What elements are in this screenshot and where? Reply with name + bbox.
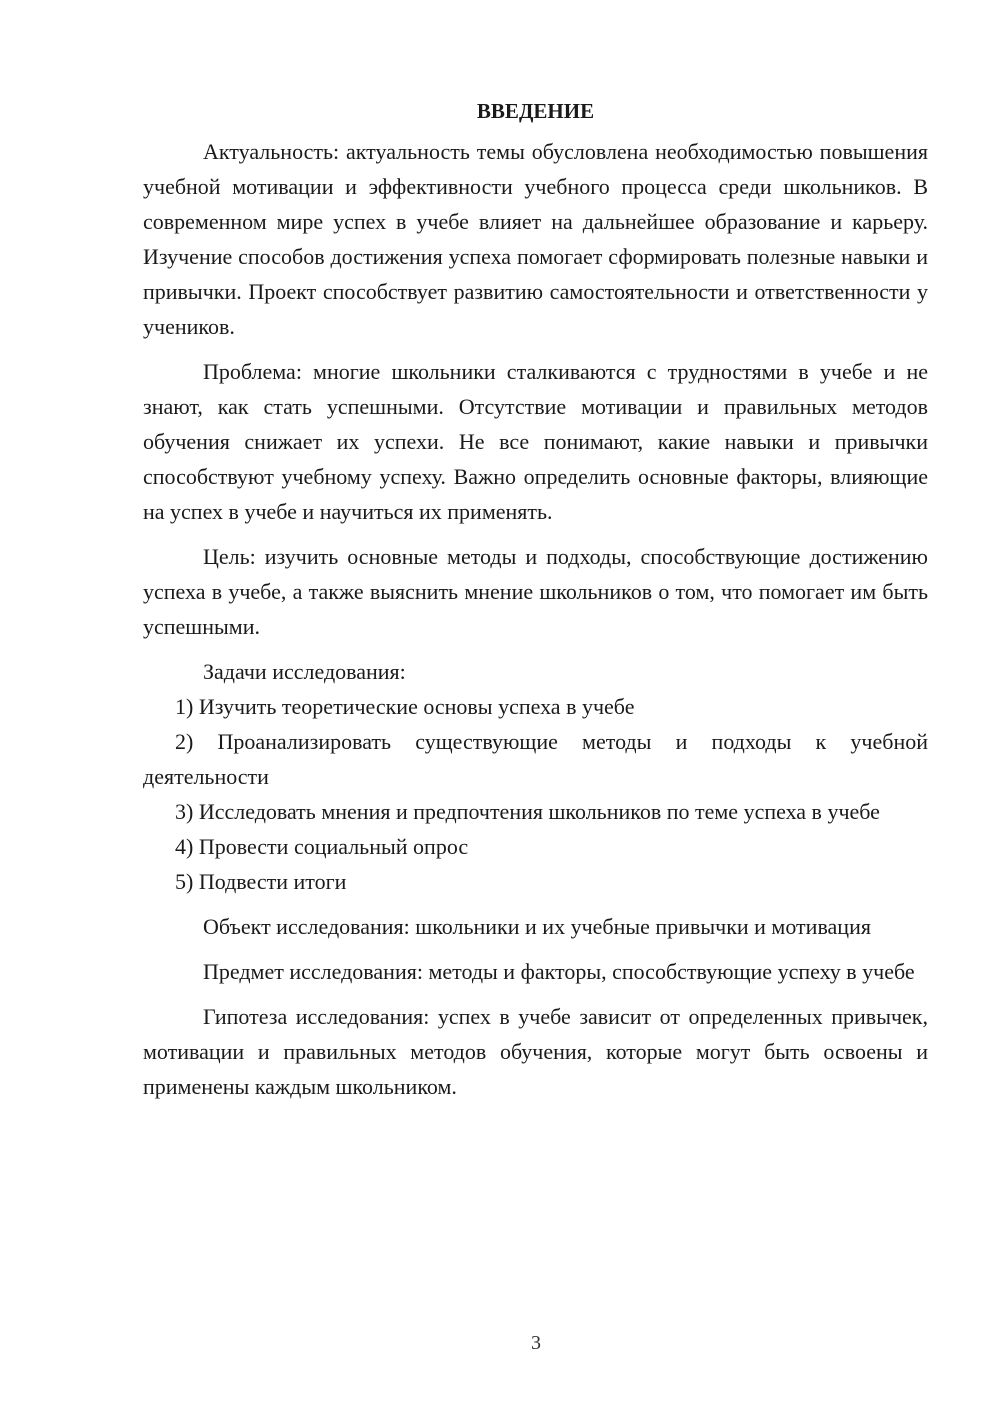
task-item-5: 5) Подвести итоги <box>175 869 347 894</box>
page-content <box>143 94 928 1104</box>
paragraph-subject: Предмет исследования: методы и факторы, способствующие успеху в учебе <box>203 959 915 984</box>
task-item-4: 4) Провести социальный опрос <box>175 834 469 859</box>
task-item-1: 1) Изучить теоретические основы успеха в учебе <box>175 694 635 719</box>
paragraph-hypothesis: Гипотеза исследования: успех в учебе зависит от определенных привычек, мотивации и правильных методов обучения, которые могут быть освоены и применены каждым школьником. <box>143 1004 928 1099</box>
paragraph-object: Объект исследования: школьники и их учебные привычки и мотивация <box>203 914 871 939</box>
paragraph-goal: Цель: изучить основные методы и подходы, способствующие достижению успеха в учебе, а также выяснить мнение школьников о том, что помогает им быть успешными. <box>143 544 928 639</box>
task-item-2: 2) Проанализировать существующие методы и подходы к учебной деятельности <box>143 729 928 789</box>
task-item-3: 3) Исследовать мнения и предпочтения школьников по теме успеха в учебе <box>175 799 880 824</box>
page-number: 3 <box>531 1332 541 1354</box>
paragraph-problem: Проблема: многие школьники сталкиваются с трудностями в учебе и не знают, как стать успешными. Отсутствие мотивации и правильных методов обучения снижает их успехи. Не все понимают, какие навыки и привычки способствуют учебному успеху. Важно определить основные факторы, влияющие на успех в учебе и научиться их применять. <box>143 359 928 524</box>
section-title: ВВЕДЕНИЕ <box>476 99 595 123</box>
tasks-heading: Задачи исследования: <box>203 659 406 684</box>
paragraph-relevance: Актуальность: актуальность темы обусловлена необходимостью повышения учебной мотивации и эффективности учебного процесса среди школьников. В современном мире успех в учебе влияет на дальнейшее образование и карьеру. Изучение способов достижения успеха помогает сформировать полезные навыки и привычки. Проект способствует развитию самостоятельности и ответственности у учеников. <box>143 139 928 339</box>
